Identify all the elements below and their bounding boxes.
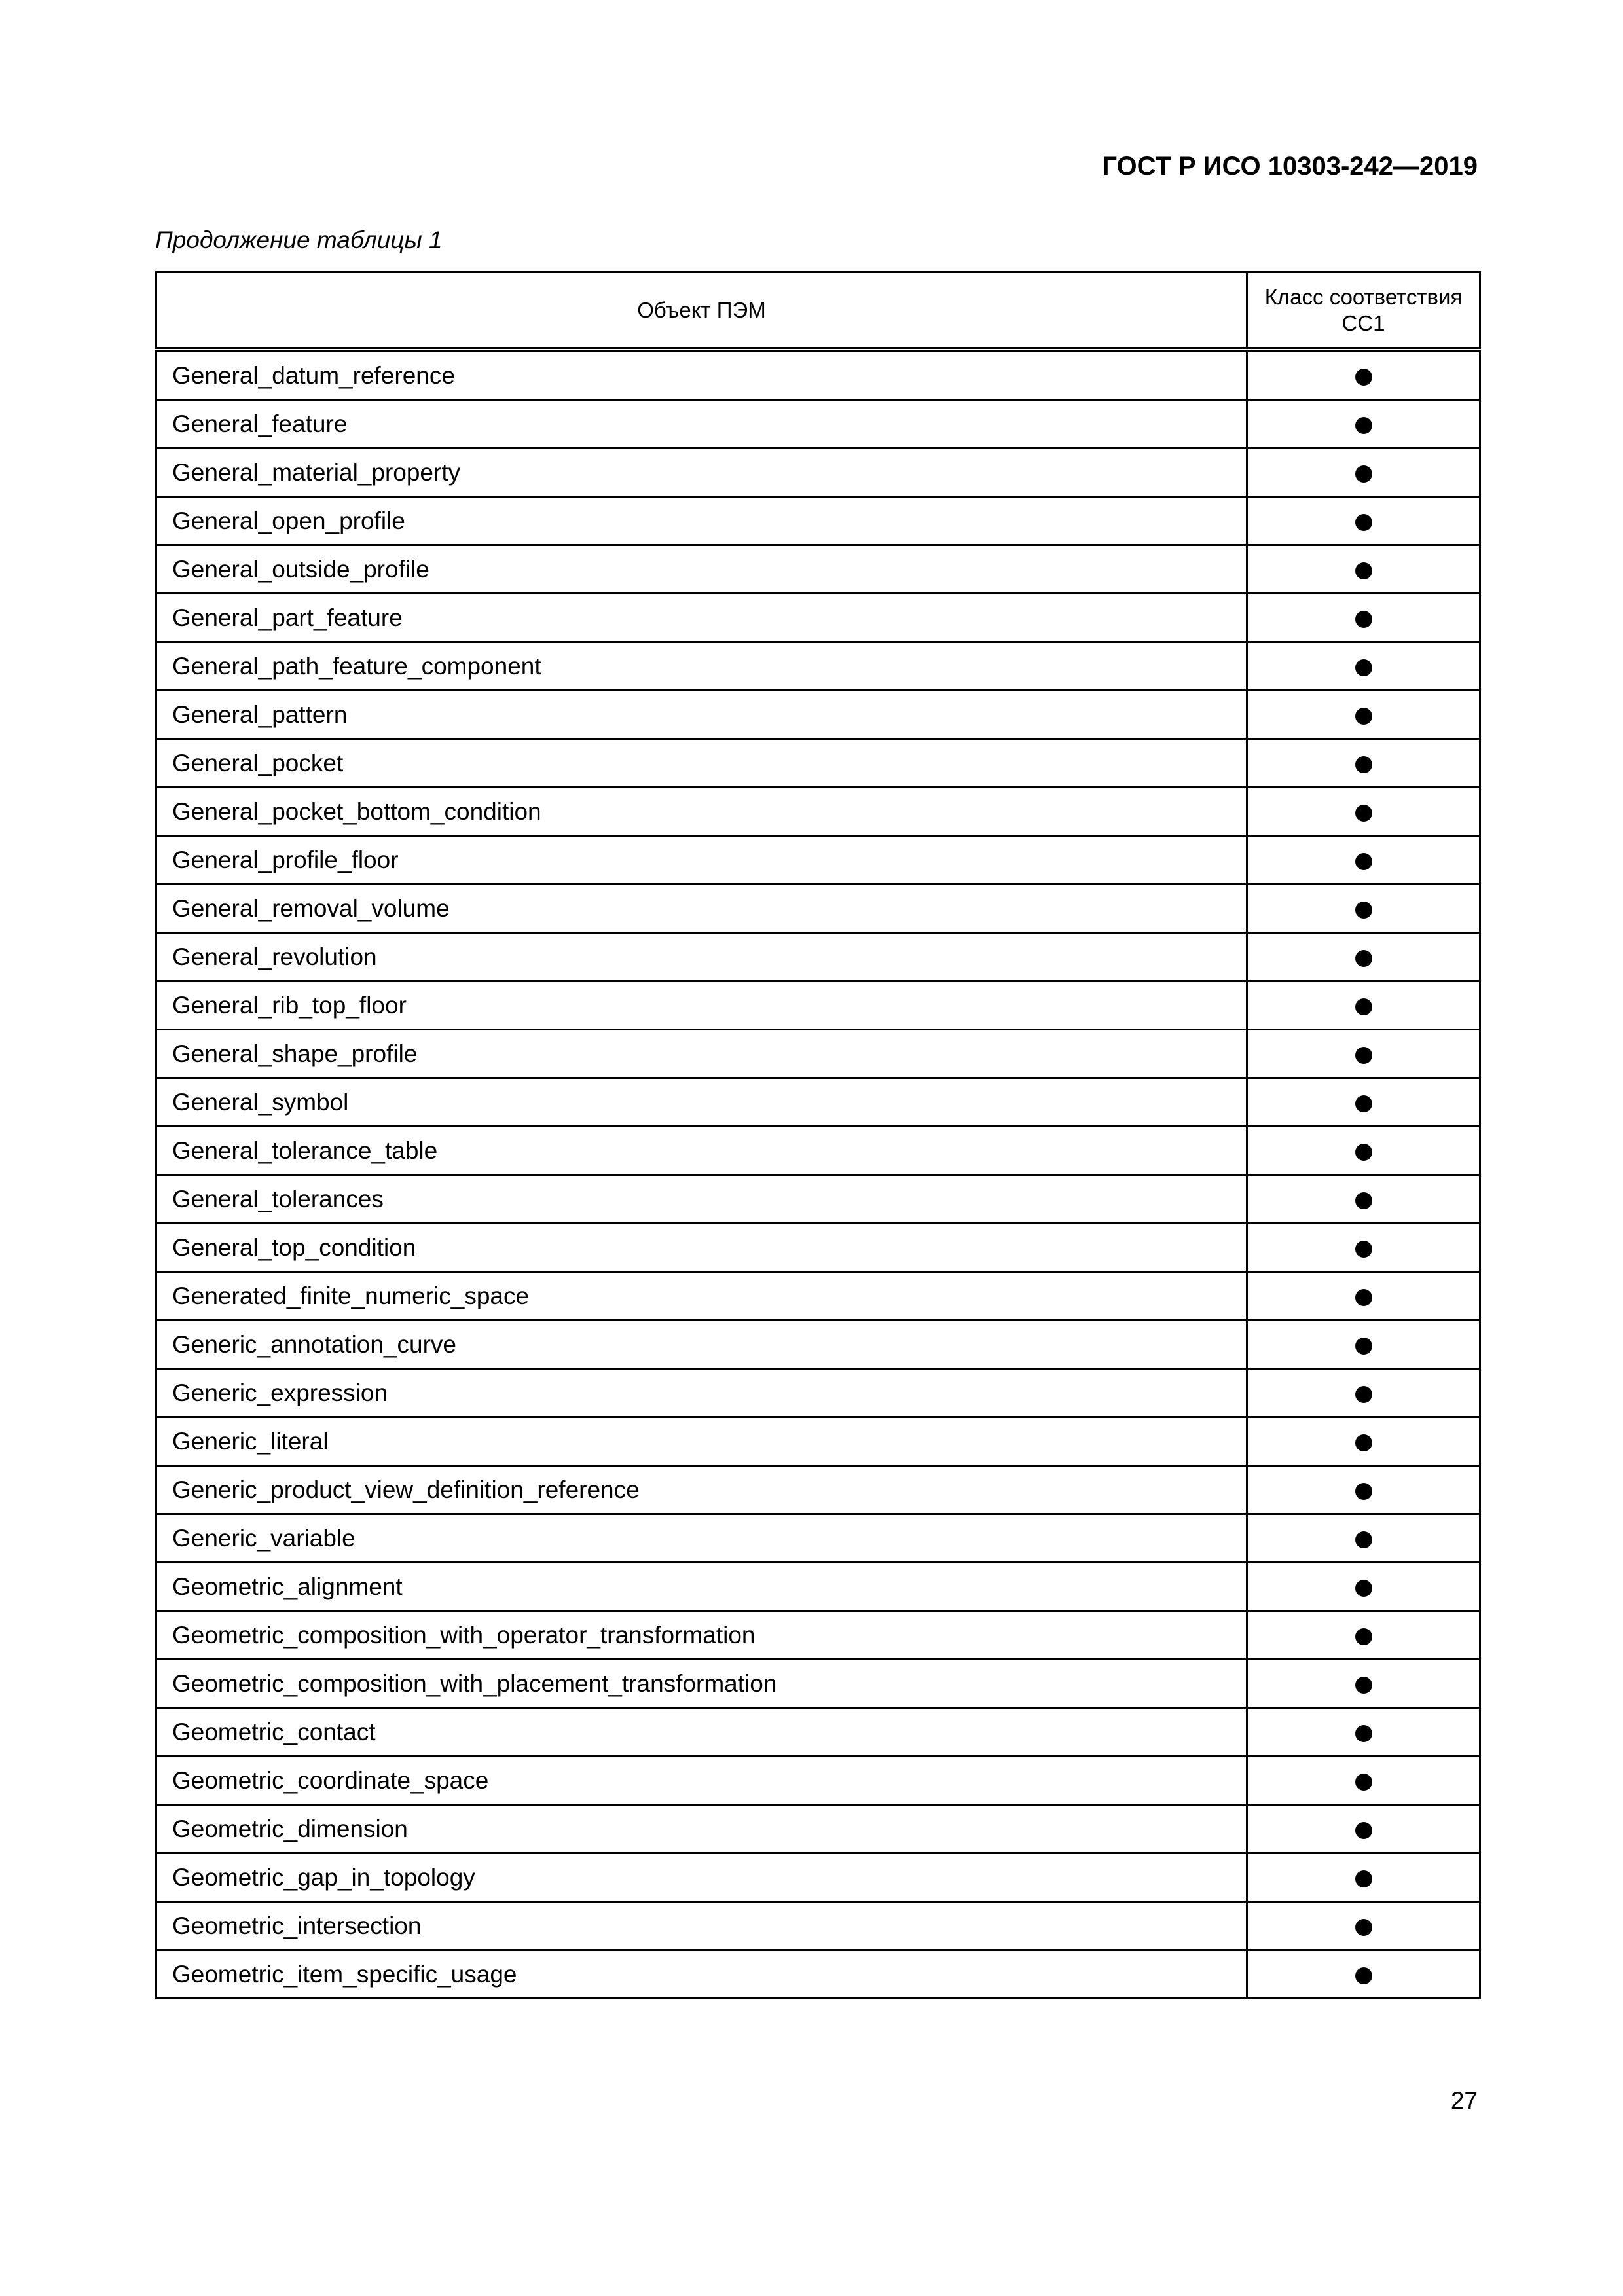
- compliance-mark-cell: [1247, 836, 1480, 884]
- compliance-mark-cell: [1247, 1321, 1480, 1369]
- filled-circle-icon: [1355, 1967, 1372, 1984]
- object-name-cell: General_pattern: [156, 691, 1247, 739]
- table-body: [156, 350, 1480, 1999]
- object-name-cell: Geometric_dimension: [156, 1805, 1247, 1853]
- table-row: [156, 350, 1480, 400]
- object-name-cell: Generated_finite_numeric_space: [156, 1272, 1247, 1321]
- compliance-mark-cell: [1247, 1757, 1480, 1805]
- filled-circle-icon: [1355, 417, 1372, 434]
- table-row: [156, 497, 1480, 545]
- compliance-mark-cell: [1247, 1950, 1480, 1999]
- object-name-cell: Geometric_item_specific_usage: [156, 1950, 1247, 1999]
- compliance-mark-cell: [1247, 1030, 1480, 1078]
- filled-circle-icon: [1355, 1144, 1372, 1161]
- filled-circle-icon: [1355, 611, 1372, 628]
- compliance-mark-cell: [1247, 1175, 1480, 1224]
- filled-circle-icon: [1355, 1919, 1372, 1936]
- compliance-mark-cell: [1247, 981, 1480, 1030]
- object-name-cell: Geometric_alignment: [156, 1563, 1247, 1611]
- object-name-cell: Generic_annotation_curve: [156, 1321, 1247, 1369]
- table-row: [156, 788, 1480, 836]
- filled-circle-icon: [1355, 1241, 1372, 1258]
- compliance-mark-cell: [1247, 350, 1480, 400]
- table-row: [156, 1611, 1480, 1660]
- filled-circle-icon: [1355, 1870, 1372, 1887]
- filled-circle-icon: [1355, 1628, 1372, 1645]
- compliance-mark-cell: [1247, 933, 1480, 981]
- table-header-row: [156, 272, 1480, 350]
- object-name-cell: General_profile_floor: [156, 836, 1247, 884]
- object-name-cell: General_outside_profile: [156, 545, 1247, 594]
- table-row: [156, 1272, 1480, 1321]
- filled-circle-icon: [1355, 1774, 1372, 1791]
- compliance-mark-cell: [1247, 1708, 1480, 1757]
- document-standard-header: ГОСТ Р ИСО 10303-242—2019: [1102, 152, 1478, 181]
- compliance-mark-cell: [1247, 1466, 1480, 1514]
- table-row: [156, 1321, 1480, 1369]
- object-name-cell: Geometric_contact: [156, 1708, 1247, 1757]
- compliance-mark-cell: [1247, 884, 1480, 933]
- compliance-mark-cell: [1247, 448, 1480, 497]
- filled-circle-icon: [1355, 1047, 1372, 1064]
- table-row: [156, 448, 1480, 497]
- object-name-cell: General_feature: [156, 400, 1247, 448]
- object-name-cell: General_open_profile: [156, 497, 1247, 545]
- column-header-compliance-line1: Класс соответствия: [1264, 284, 1463, 309]
- table-row: [156, 981, 1480, 1030]
- column-header-object: Объект ПЭМ: [156, 272, 1247, 350]
- table-row: [156, 642, 1480, 691]
- object-name-cell: Generic_product_view_definition_reference: [156, 1466, 1247, 1514]
- filled-circle-icon: [1355, 708, 1372, 725]
- table-row: [156, 1853, 1480, 1902]
- compliance-mark-cell: [1247, 1660, 1480, 1708]
- filled-circle-icon: [1355, 805, 1372, 822]
- table-row: [156, 1514, 1480, 1563]
- table-row: [156, 836, 1480, 884]
- table-row: [156, 1127, 1480, 1175]
- object-name-cell: Geometric_composition_with_placement_transformation: [156, 1660, 1247, 1708]
- object-name-cell: Generic_literal: [156, 1417, 1247, 1466]
- filled-circle-icon: [1355, 756, 1372, 773]
- filled-circle-icon: [1355, 1531, 1372, 1548]
- object-name-cell: Geometric_composition_with_operator_transformation: [156, 1611, 1247, 1660]
- table-row: [156, 1224, 1480, 1272]
- compliance-mark-cell: [1247, 1611, 1480, 1660]
- table-row: [156, 594, 1480, 642]
- table-row: [156, 400, 1480, 448]
- table-caption: Продолжение таблицы 1: [155, 227, 443, 253]
- compliance-mark-cell: [1247, 497, 1480, 545]
- compliance-mark-cell: [1247, 788, 1480, 836]
- object-name-cell: General_revolution: [156, 933, 1247, 981]
- object-name-cell: General_removal_volume: [156, 884, 1247, 933]
- compliance-table: [155, 271, 1481, 1999]
- table-row: [156, 739, 1480, 788]
- object-name-cell: Generic_variable: [156, 1514, 1247, 1563]
- table-row: [156, 1030, 1480, 1078]
- table-row: [156, 933, 1480, 981]
- table-row: [156, 1466, 1480, 1514]
- filled-circle-icon: [1355, 902, 1372, 919]
- filled-circle-icon: [1355, 1434, 1372, 1451]
- compliance-mark-cell: [1247, 1369, 1480, 1417]
- column-header-compliance-line2: CC1: [1341, 310, 1385, 335]
- filled-circle-icon: [1355, 1822, 1372, 1839]
- table-row: [156, 1660, 1480, 1708]
- filled-circle-icon: [1355, 1095, 1372, 1112]
- table-row: [156, 1369, 1480, 1417]
- compliance-mark-cell: [1247, 545, 1480, 594]
- table-row: [156, 1757, 1480, 1805]
- compliance-mark-cell: [1247, 1853, 1480, 1902]
- page-number: 27: [1450, 2087, 1478, 2114]
- filled-circle-icon: [1355, 1289, 1372, 1306]
- object-name-cell: Geometric_gap_in_topology: [156, 1853, 1247, 1902]
- filled-circle-icon: [1355, 562, 1372, 579]
- compliance-mark-cell: [1247, 691, 1480, 739]
- object-name-cell: General_material_property: [156, 448, 1247, 497]
- compliance-mark-cell: [1247, 1514, 1480, 1563]
- compliance-mark-cell: [1247, 642, 1480, 691]
- filled-circle-icon: [1355, 1192, 1372, 1209]
- filled-circle-icon: [1355, 950, 1372, 967]
- table-row: [156, 1175, 1480, 1224]
- compliance-table-container: [155, 271, 1479, 1999]
- compliance-mark-cell: [1247, 1902, 1480, 1950]
- filled-circle-icon: [1355, 1386, 1372, 1403]
- compliance-mark-cell: [1247, 1417, 1480, 1466]
- object-name-cell: General_tolerances: [156, 1175, 1247, 1224]
- object-name-cell: Geometric_coordinate_space: [156, 1757, 1247, 1805]
- compliance-mark-cell: [1247, 1127, 1480, 1175]
- compliance-mark-cell: [1247, 594, 1480, 642]
- object-name-cell: General_rib_top_floor: [156, 981, 1247, 1030]
- table-row: [156, 1805, 1480, 1853]
- filled-circle-icon: [1355, 853, 1372, 870]
- object-name-cell: General_tolerance_table: [156, 1127, 1247, 1175]
- filled-circle-icon: [1355, 1580, 1372, 1597]
- table-row: [156, 691, 1480, 739]
- table-row: [156, 545, 1480, 594]
- table-row: [156, 1708, 1480, 1757]
- object-name-cell: General_top_condition: [156, 1224, 1247, 1272]
- object-name-cell: General_datum_reference: [156, 350, 1247, 400]
- table-row: [156, 1950, 1480, 1999]
- object-name-cell: General_pocket: [156, 739, 1247, 788]
- compliance-mark-cell: [1247, 1272, 1480, 1321]
- table-row: [156, 1417, 1480, 1466]
- filled-circle-icon: [1355, 1677, 1372, 1694]
- filled-circle-icon: [1355, 369, 1372, 386]
- column-header-compliance-class: [1247, 272, 1480, 350]
- compliance-mark-cell: [1247, 1805, 1480, 1853]
- table-row: [156, 1078, 1480, 1127]
- table-row: [156, 1902, 1480, 1950]
- filled-circle-icon: [1355, 514, 1372, 531]
- object-name-cell: Generic_expression: [156, 1369, 1247, 1417]
- filled-circle-icon: [1355, 1725, 1372, 1742]
- object-name-cell: Geometric_intersection: [156, 1902, 1247, 1950]
- filled-circle-icon: [1355, 998, 1372, 1015]
- object-name-cell: General_pocket_bottom_condition: [156, 788, 1247, 836]
- filled-circle-icon: [1355, 465, 1372, 483]
- object-name-cell: General_shape_profile: [156, 1030, 1247, 1078]
- object-name-cell: General_part_feature: [156, 594, 1247, 642]
- compliance-mark-cell: [1247, 1078, 1480, 1127]
- compliance-mark-cell: [1247, 739, 1480, 788]
- object-name-cell: General_path_feature_component: [156, 642, 1247, 691]
- object-name-cell: General_symbol: [156, 1078, 1247, 1127]
- filled-circle-icon: [1355, 1338, 1372, 1355]
- filled-circle-icon: [1355, 1483, 1372, 1500]
- compliance-mark-cell: [1247, 1563, 1480, 1611]
- compliance-mark-cell: [1247, 400, 1480, 448]
- table-row: [156, 884, 1480, 933]
- table-row: [156, 1563, 1480, 1611]
- compliance-mark-cell: [1247, 1224, 1480, 1272]
- filled-circle-icon: [1355, 659, 1372, 676]
